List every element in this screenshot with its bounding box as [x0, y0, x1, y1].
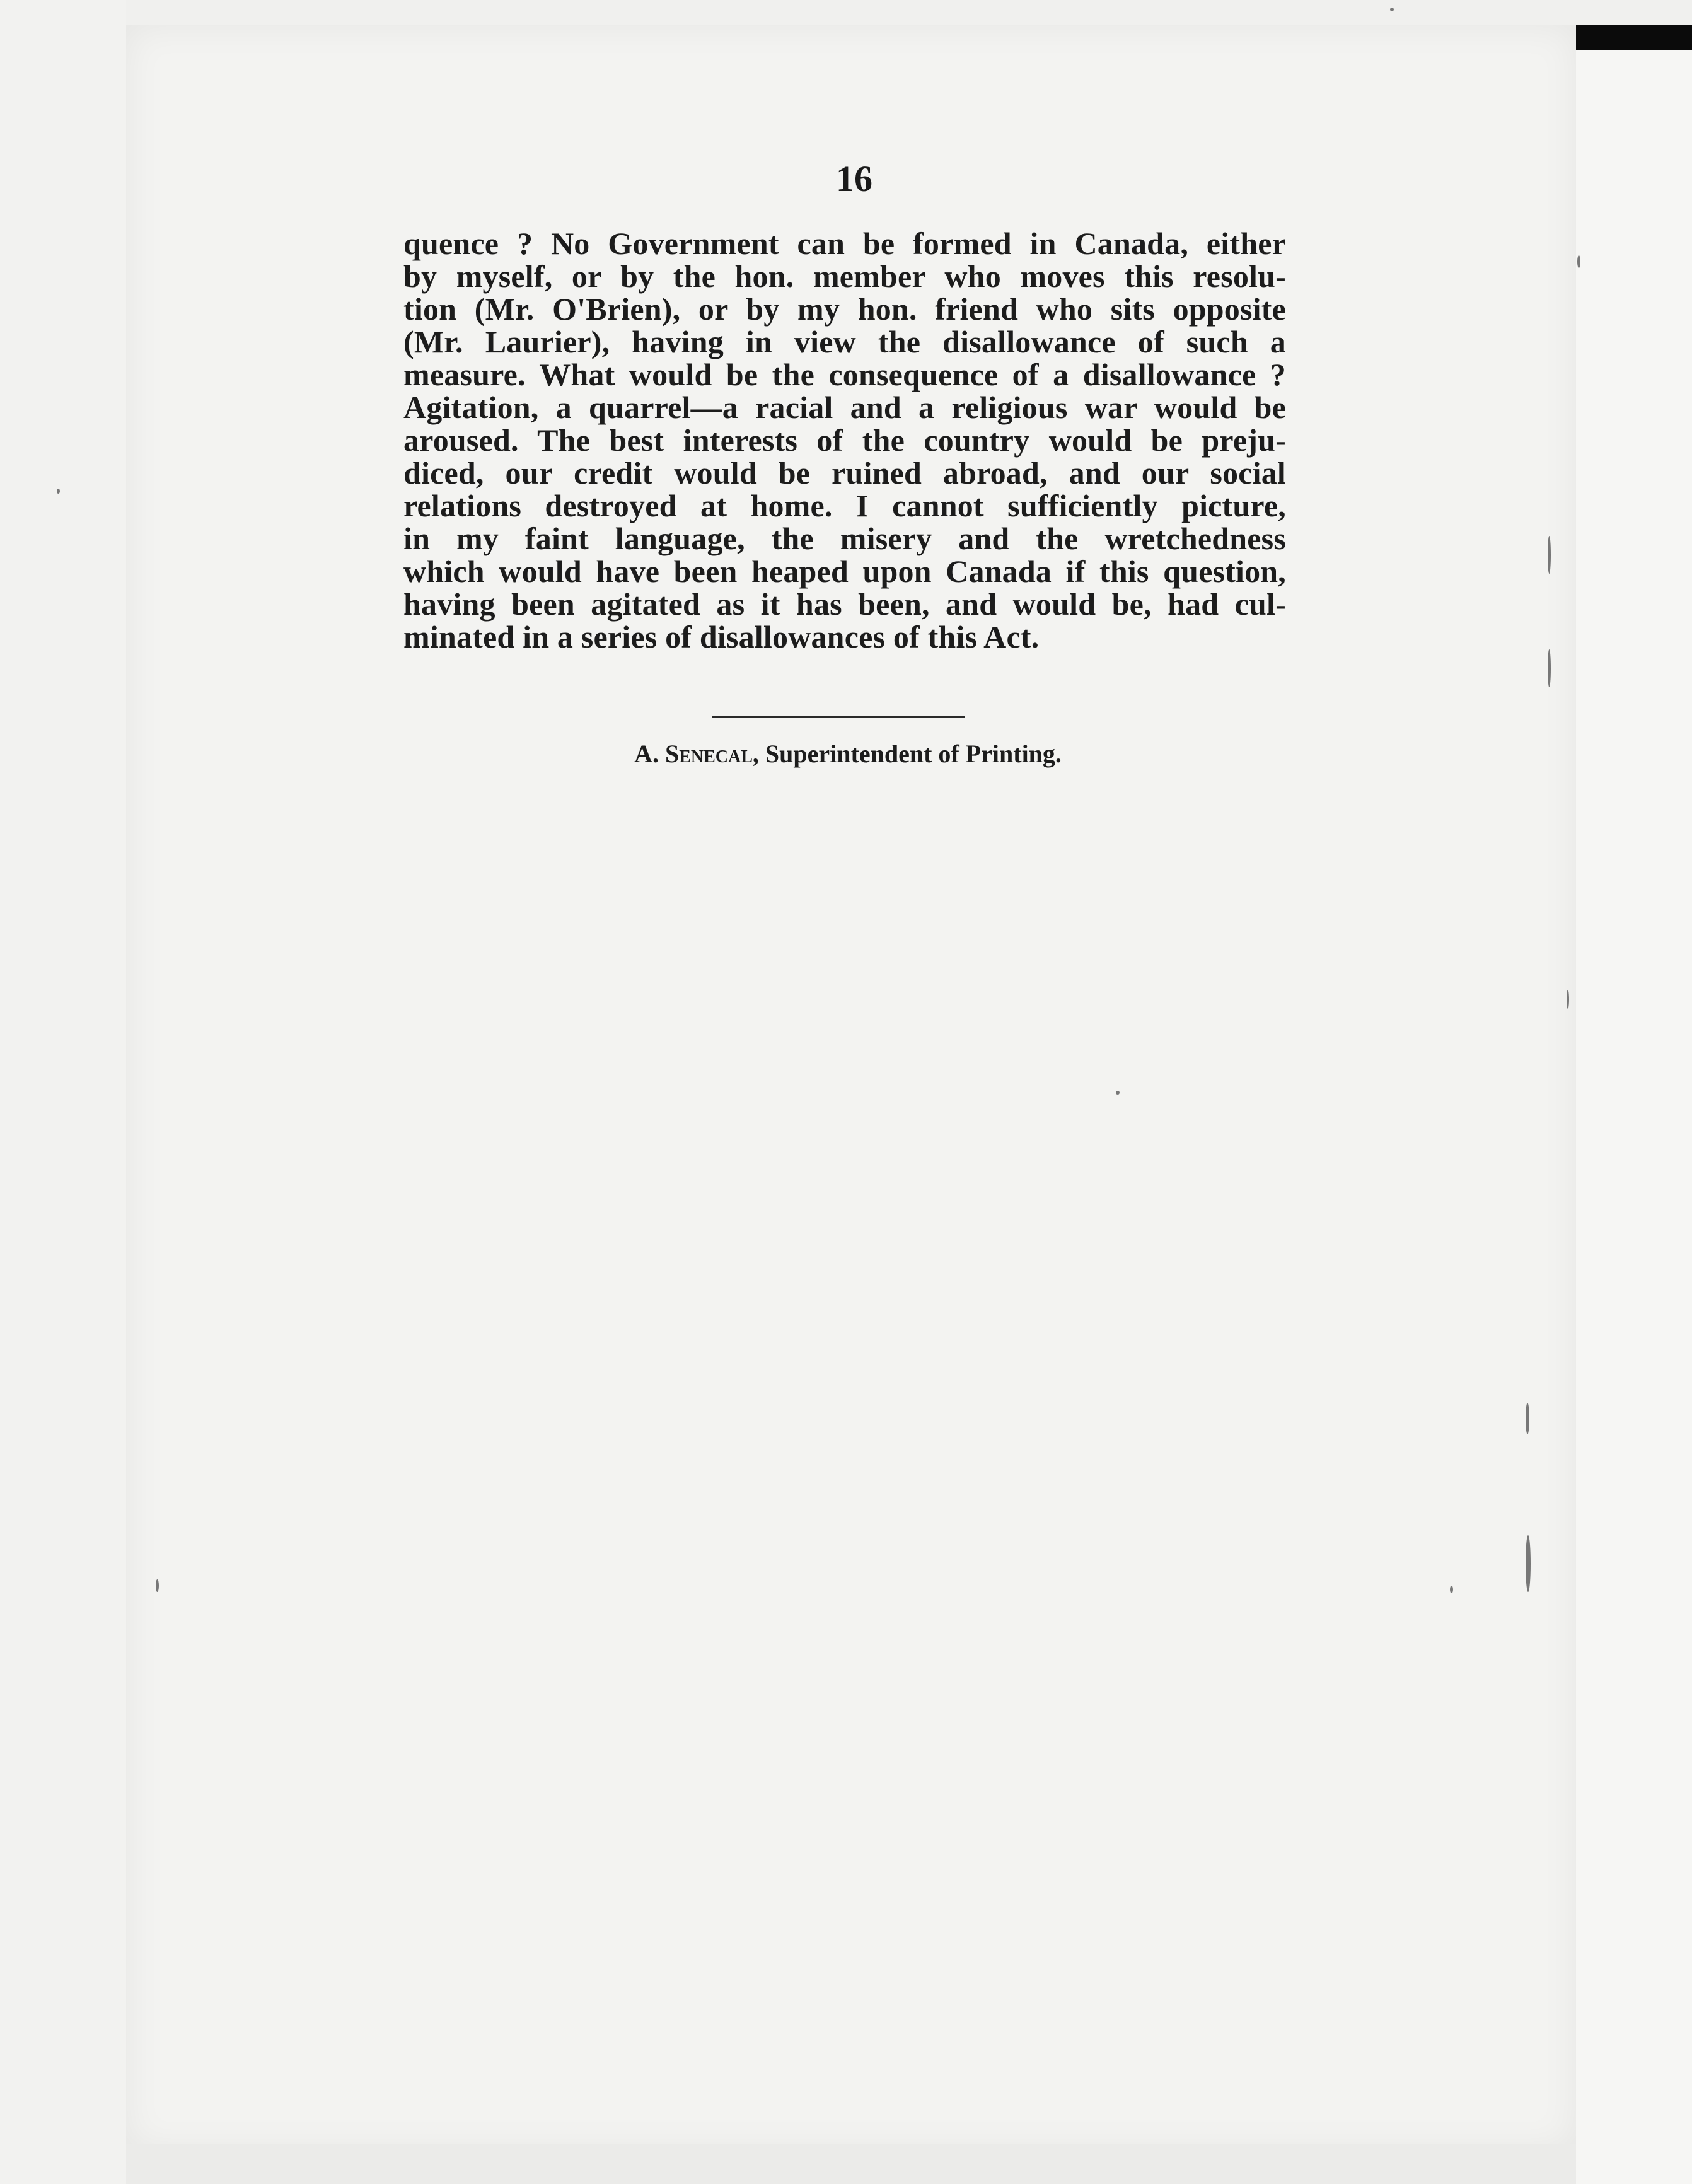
scan-speck: [1577, 255, 1580, 268]
text-line: diced, our credit would be ruined abroad, and our social: [403, 455, 1286, 491]
text-line: having been agitated as it has been, and would be, had cul-: [403, 586, 1286, 622]
imprint-title: , Superintendent of Printing.: [752, 740, 1062, 768]
scan-background-top: [0, 0, 1692, 25]
scan-speck: [1548, 536, 1551, 574]
text-line: Agitation, a quarrel—a racial and a religious war would be: [403, 390, 1286, 425]
text-line: relations destroyed at home. I cannot sufficiently picture,: [403, 488, 1286, 523]
text-line: tion (Mr. O'Brien), or by my hon. friend who sits opposite: [403, 291, 1286, 327]
printer-imprint: [580, 739, 1116, 769]
scan-speck: [1567, 990, 1569, 1009]
imprint-initial: A.: [634, 740, 665, 768]
scan-speck: [1450, 1586, 1453, 1593]
imprint-name: Senecal: [664, 740, 753, 768]
scan-background-right: [1576, 50, 1692, 2184]
text-line: by myself, or by the hon. member who moves this resolu-: [403, 258, 1286, 294]
text-line: minated in a series of disallowances of this Act.: [403, 619, 1040, 654]
scan-speck: [156, 1579, 159, 1592]
page-number: 16: [836, 158, 872, 199]
text-line: quence ? No Government can be formed in Canada, either: [403, 226, 1286, 261]
separator-rule: [712, 716, 965, 718]
body-paragraph: [403, 227, 1286, 653]
text-line: which would have been heaped upon Canada if this question,: [403, 554, 1286, 589]
scan-speck: [1390, 8, 1394, 11]
scan-speck: [1548, 649, 1551, 687]
text-line: in my faint language, the misery and the wretchedness: [403, 521, 1286, 556]
scan-speck: [1526, 1535, 1531, 1592]
text-line: aroused. The best interests of the country would be preju-: [403, 422, 1286, 458]
text-line: measure. What would be the consequence of a disallowance ?: [403, 357, 1286, 392]
scan-speck: [1526, 1403, 1529, 1434]
scan-speck: [1116, 1091, 1120, 1095]
scan-speck: [57, 489, 60, 494]
scan-background-left: [0, 0, 126, 2184]
page-bottom-edge: [126, 2144, 1576, 2184]
text-line: (Mr. Laurier), having in view the disallowance of such a: [403, 324, 1286, 359]
